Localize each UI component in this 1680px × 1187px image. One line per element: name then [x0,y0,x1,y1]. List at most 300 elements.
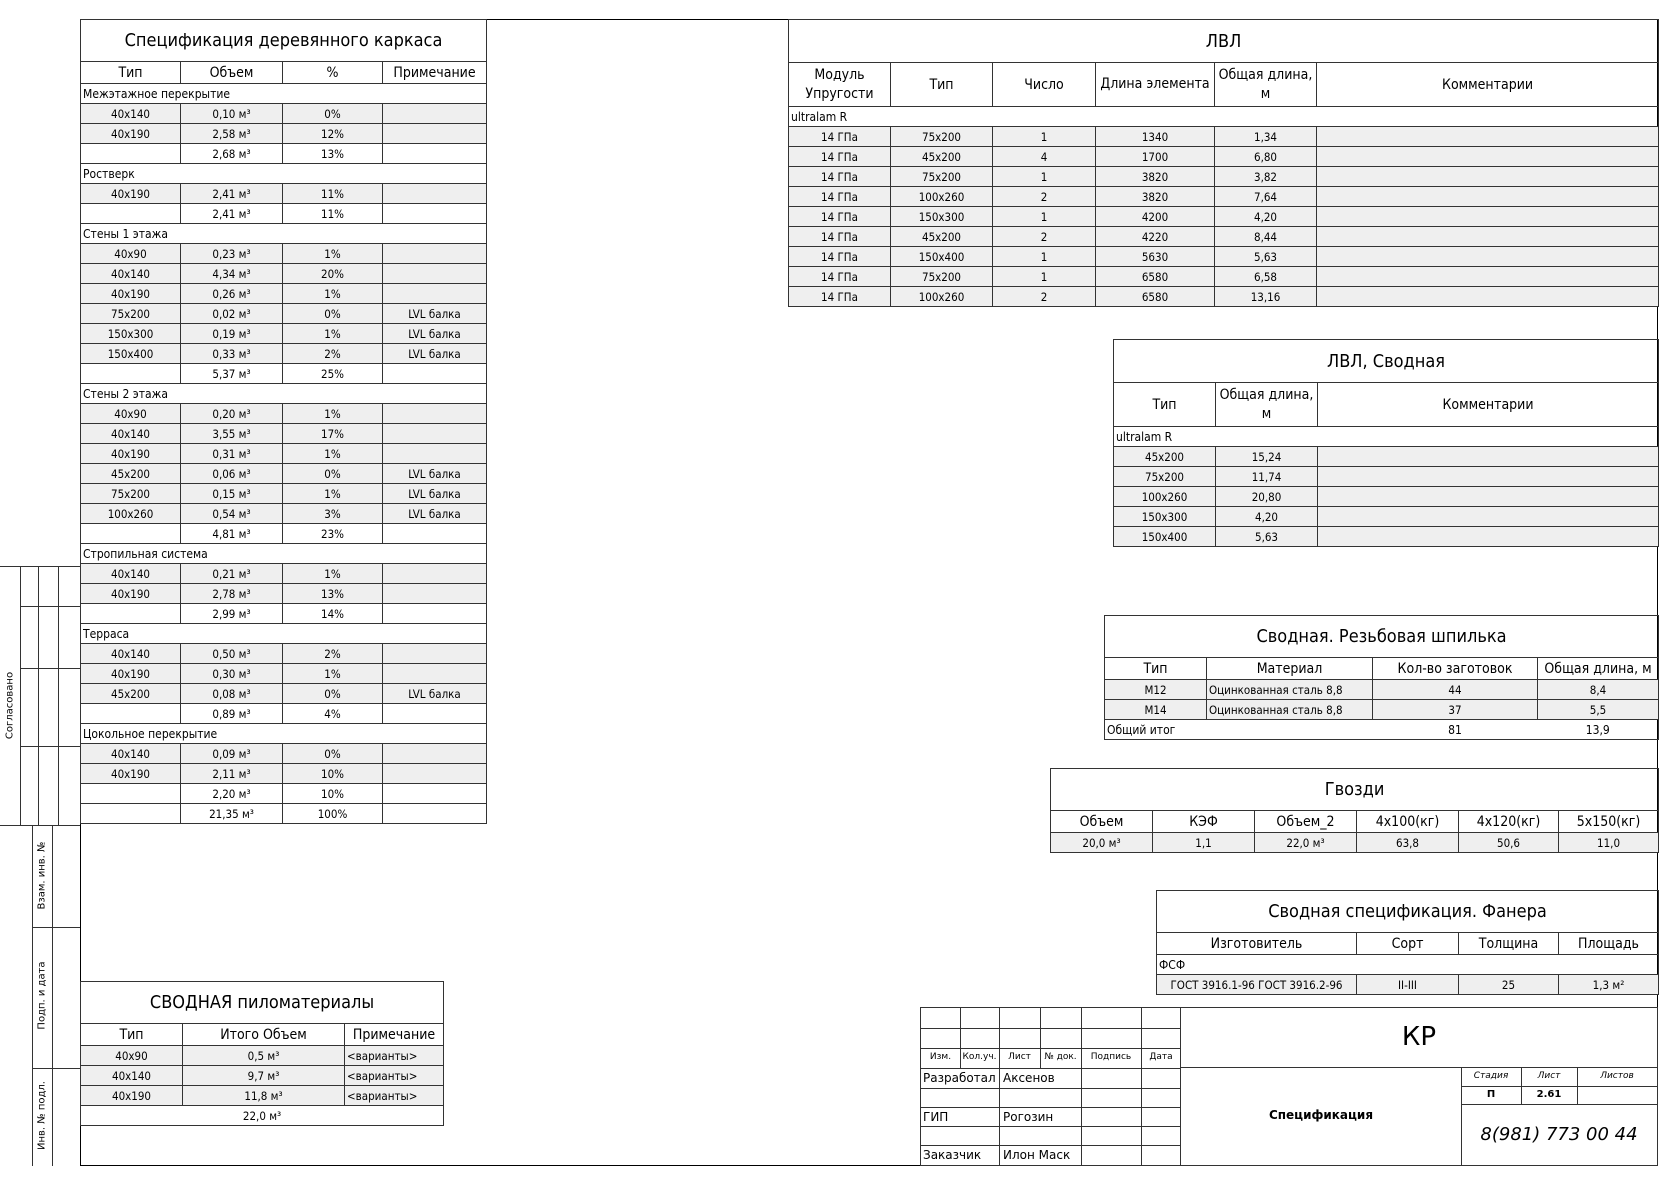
cell [383,424,487,444]
cell: 14 ГПа [789,127,891,147]
lvl-table-title: ЛВЛ [789,20,1659,63]
cell: LVL балка [383,484,487,504]
cell: 0,23 м³ [181,244,283,264]
section-label: Межэтажное перекрытие [81,84,487,104]
cell: 45х200 [81,464,181,484]
document-name: Спецификация [1268,1108,1374,1122]
cell: 11,8 м³ [183,1086,345,1106]
table-row [81,104,487,124]
cell: 44 [1373,680,1538,700]
cell: 40х190 [81,664,181,684]
cell: 13% [283,144,383,164]
sheet-value: 2.61 [1536,1089,1562,1100]
table-row [81,184,487,204]
stamp-col-label: Подпись [1090,1052,1132,1062]
col-header: Объем [181,62,283,84]
cell: 40х90 [81,404,181,424]
col-header: Общая длина, м [1538,658,1659,680]
table-row [81,264,487,284]
cell: LVL балка [383,304,487,324]
cell [1318,527,1659,547]
subtotal-row [81,144,487,164]
cell: 1% [283,484,383,504]
subtotal-row [81,784,487,804]
section-row [81,724,487,744]
stamp-role: Заказчик [923,1148,982,1162]
col-header: % [283,62,383,84]
cell [383,764,487,784]
cell [1318,467,1659,487]
cell [1317,287,1659,307]
cell: 1% [283,324,383,344]
cell: 40х140 [81,564,181,584]
cell [1317,167,1659,187]
cell [383,524,487,544]
cell: 1% [283,284,383,304]
cell [81,204,181,224]
plywood-title: Сводная спецификация. Фанера [1157,891,1659,933]
cell: 4% [283,704,383,724]
cell: 40х190 [81,584,181,604]
table-row [1114,447,1659,467]
table-row [81,124,487,144]
cell: 22,0 м³ [1255,833,1357,853]
section-row [81,164,487,184]
cell: 1,1 [1153,833,1255,853]
cell: 40х140 [81,1066,183,1086]
group-label: ultralam R [789,107,1659,127]
cell: LVL балка [383,504,487,524]
cell: 0,89 м³ [181,704,283,724]
cell: 14 ГПа [789,267,891,287]
col-header: Общая длина, м [1215,63,1317,107]
lvl-table [788,19,1659,307]
cell: 5630 [1096,247,1215,267]
cell: 3820 [1096,167,1215,187]
total-cell: 22,0 м³ [81,1106,444,1126]
cell: 0,06 м³ [181,464,283,484]
cell: <варианты> [345,1046,444,1066]
cell: 0,19 м³ [181,324,283,344]
cell: 0,54 м³ [181,504,283,524]
stamp-person: Рогозин [1003,1110,1054,1124]
table-row [789,167,1659,187]
inv-vzam-label: Взам. инв. № [36,841,48,910]
cell: 10% [283,784,383,804]
cell: 0% [283,744,383,764]
cell: 7,64 [1215,187,1317,207]
cell: 50,6 [1459,833,1559,853]
cell: 4 [993,147,1096,167]
cell: 8,44 [1215,227,1317,247]
cell [383,604,487,624]
cell [383,784,487,804]
stage-value: П [1486,1089,1496,1100]
table-row [81,444,487,464]
group-label: ФСФ [1157,955,1659,975]
subtotal-row [81,604,487,624]
col-header: Комментарии [1318,383,1659,427]
cell: 15,24 [1216,447,1318,467]
cell: 0% [283,464,383,484]
cell: 20,0 м³ [1051,833,1153,853]
nails-title: Гвозди [1051,769,1659,811]
cell: 1,34 [1215,127,1317,147]
table-row [789,207,1659,227]
section-label: Стропильная система [81,544,487,564]
cell [383,124,487,144]
table-row [81,484,487,504]
cell: 1 [993,167,1096,187]
cell: 12% [283,124,383,144]
cell: 8,4 [1538,680,1659,700]
contact-phone: 8(981) 773 00 44 [1480,1124,1638,1145]
cell: 1% [283,664,383,684]
cell: 40х190 [81,184,181,204]
table-row [81,1046,444,1066]
cell: 3820 [1096,187,1215,207]
col-header: Кол-во заготовок [1373,658,1538,680]
cell: 1% [283,444,383,464]
cell: 150х300 [1114,507,1216,527]
cell: 45х200 [81,684,181,704]
cell: 13,9 [1538,720,1659,740]
cell [81,524,181,544]
section-row [81,84,487,104]
col-header: 5х150(кг) [1559,811,1659,833]
cell: 14 ГПа [789,287,891,307]
table-row [81,404,487,424]
cell: 75х200 [891,127,993,147]
sign-date-label: Подп. и дата [36,961,48,1030]
subtotal-row [81,364,487,384]
table-row [81,684,487,704]
table-row [81,584,487,604]
col-header: Тип [891,63,993,107]
cell: 0,21 м³ [181,564,283,584]
stamp-col-label: Дата [1149,1052,1173,1062]
cell: 14% [283,604,383,624]
lvl-summary-body [1114,447,1659,547]
cell: 40х140 [81,104,181,124]
cell: 5,63 [1216,527,1318,547]
table-row [789,127,1659,147]
section-label: Стены 2 этажа [81,384,487,404]
stamp-role: ГИП [923,1110,949,1124]
cell: 0,26 м³ [181,284,283,304]
cell: 14 ГПа [789,207,891,227]
cell: 5,37 м³ [181,364,283,384]
subtotal-row [81,804,487,824]
cell: 150х300 [891,207,993,227]
table-row [789,187,1659,207]
cell [383,404,487,424]
table-row [1105,700,1659,720]
section-label: Ростверк [81,164,487,184]
cell [383,704,487,724]
table-row [789,267,1659,287]
cell: 63,8 [1357,833,1459,853]
table-row [1114,487,1659,507]
cell [1318,507,1659,527]
col-header: Толщина [1459,933,1559,955]
cell: 3,82 [1215,167,1317,187]
stage-label: Стадия [1473,1071,1509,1081]
total-row [1105,720,1659,740]
cell: 75х200 [81,484,181,504]
col-header: Модуль Упругости [789,63,891,107]
table-row [1105,680,1659,700]
cell: 6,80 [1215,147,1317,167]
cell: 11% [283,204,383,224]
section-label: Терраса [81,624,487,644]
section-row [81,544,487,564]
cell: 0,09 м³ [181,744,283,764]
cell: 100х260 [891,187,993,207]
cell: 1 [993,127,1096,147]
cell [81,144,181,164]
cell: Оцинкованная сталь 8,8 [1207,700,1373,720]
cell: 100х260 [891,287,993,307]
cell: 40х190 [81,1086,183,1106]
cell: II-III [1357,975,1459,995]
cell: 4,20 [1216,507,1318,527]
cell [1318,447,1659,467]
cell: 2,41 м³ [181,204,283,224]
cell: 45х200 [891,147,993,167]
cell: 100х260 [81,504,181,524]
cell: 2% [283,344,383,364]
cell: 2,78 м³ [181,584,283,604]
cell [81,704,181,724]
table-row [81,764,487,784]
cell [383,104,487,124]
cell: 75х200 [1114,467,1216,487]
table-row [81,464,487,484]
col-header: Примечание [383,62,487,84]
cell: <варианты> [345,1066,444,1086]
nails-table [1050,768,1659,853]
threaded-rod-title: Сводная. Резьбовая шпилька [1105,616,1659,658]
inv-orig-label: Инв. № подл. [36,1081,48,1150]
cell: Общий итог [1105,720,1207,740]
cell: 0,30 м³ [181,664,283,684]
table-row [81,344,487,364]
cell: 81 [1373,720,1538,740]
col-header: Объем [1051,811,1153,833]
cell: 25 [1459,975,1559,995]
lumber-summary-table [80,981,444,1126]
cell: 100х260 [1114,487,1216,507]
cell [1317,207,1659,227]
cell: LVL балка [383,344,487,364]
cell [383,444,487,464]
cell [383,364,487,384]
cell [383,184,487,204]
table-row [81,1066,444,1086]
cell [1317,267,1659,287]
col-header: Тип [81,1024,183,1046]
stamp-person: Илон Маск [1003,1148,1071,1162]
table-row [81,564,487,584]
cell [383,244,487,264]
cell: 40х190 [81,444,181,464]
project-code: КР [1401,1022,1437,1052]
cell [383,564,487,584]
cell: 1% [283,564,383,584]
cell: 150х400 [891,247,993,267]
cell: 4220 [1096,227,1215,247]
agreed-label: Согласовано [4,671,16,740]
cell: 150х300 [81,324,181,344]
cell: 0,5 м³ [183,1046,345,1066]
col-header: Примечание [345,1024,444,1046]
table-row [81,324,487,344]
cell [81,804,181,824]
cell: 40х190 [81,284,181,304]
lvl-table-body [789,127,1659,307]
table-row [81,1086,444,1106]
section-row [81,224,487,244]
cell: 40х140 [81,644,181,664]
cell: LVL балка [383,464,487,484]
cell: 21,35 м³ [181,804,283,824]
cell: 3,55 м³ [181,424,283,444]
cell: 0,31 м³ [181,444,283,464]
cell: <варианты> [345,1086,444,1106]
cell: 13,16 [1215,287,1317,307]
col-header: Комментарии [1317,63,1659,107]
col-header: Изготовитель [1157,933,1357,955]
cell: 11% [283,184,383,204]
cell [1317,247,1659,267]
col-header: Сорт [1357,933,1459,955]
cell [1317,227,1659,247]
col-header: Итого Объем [183,1024,345,1046]
cell: LVL балка [383,324,487,344]
cell: 40х140 [81,424,181,444]
cell: LVL балка [383,684,487,704]
wood-table-title: Спецификация деревянного каркаса [81,20,487,62]
cell: 11,0 [1559,833,1659,853]
section-row [81,384,487,404]
cell [383,144,487,164]
cell: 23% [283,524,383,544]
lumber-table-title: СВОДНАЯ пиломатериалы [81,982,444,1024]
cell: 20,80 [1216,487,1318,507]
table-row [1114,467,1659,487]
cell: 14 ГПа [789,147,891,167]
cell: 40х140 [81,744,181,764]
cell: 2 [993,287,1096,307]
cell: 6580 [1096,287,1215,307]
table-row [81,644,487,664]
col-header: Тип [81,62,181,84]
cell: 0% [283,104,383,124]
subtotal-row [81,524,487,544]
table-row [1114,507,1659,527]
cell: 5,5 [1538,700,1659,720]
cell: 5,63 [1215,247,1317,267]
table-row [1157,975,1659,995]
cell [383,804,487,824]
cell [383,584,487,604]
cell: 25% [283,364,383,384]
subtotal-row [81,204,487,224]
cell: 1700 [1096,147,1215,167]
cell: 75х200 [81,304,181,324]
cell: 2,20 м³ [181,784,283,804]
cell: 3% [283,504,383,524]
col-header: 4х100(кг) [1357,811,1459,833]
cell [81,784,181,804]
group-label: ultralam R [1114,427,1659,447]
stamp-col-label: Изм. [929,1052,952,1062]
col-header: Тип [1114,383,1216,427]
cell: 9,7 м³ [183,1066,345,1086]
cell: 14 ГПа [789,187,891,207]
threaded-rod-table [1104,615,1659,740]
cell [1207,720,1373,740]
col-header: Тип [1105,658,1207,680]
table-row [1051,833,1659,853]
cell: 0,02 м³ [181,304,283,324]
cell: 1 [993,207,1096,227]
section-label: Цокольное перекрытие [81,724,487,744]
table-row [81,284,487,304]
cell: 40х90 [81,1046,183,1066]
cell: 40х140 [81,264,181,284]
cell: 75х200 [891,267,993,287]
cell [383,204,487,224]
cell: 14 ГПа [789,247,891,267]
cell [1317,187,1659,207]
cell: 0,33 м³ [181,344,283,364]
col-header: Число [993,63,1096,107]
cell [1317,127,1659,147]
section-label: Стены 1 этажа [81,224,487,244]
stamp-col-label: № док. [1044,1052,1077,1062]
plywood-table [1156,890,1659,995]
cell: ГОСТ 3916.1-96 ГОСТ 3916.2-96 [1157,975,1357,995]
cell: 1 [993,247,1096,267]
cell: 14 ГПа [789,167,891,187]
stamp-person: Аксенов [1003,1071,1055,1085]
sheet-label: Лист [1537,1071,1561,1081]
total-row [81,1106,444,1126]
table-row [81,744,487,764]
col-header: КЭФ [1153,811,1255,833]
wood-table-body [81,84,487,824]
cell: 45х200 [1114,447,1216,467]
cell: 0% [283,304,383,324]
cell [383,284,487,304]
cell: 100% [283,804,383,824]
cell [383,264,487,284]
table-row [81,244,487,264]
cell: 2,41 м³ [181,184,283,204]
col-header: Материал [1207,658,1373,680]
cell: 17% [283,424,383,444]
cell: 6,58 [1215,267,1317,287]
wood-frame-spec-table [80,19,487,824]
cell: 2 [993,187,1096,207]
cell: 1340 [1096,127,1215,147]
cell: 0,20 м³ [181,404,283,424]
cell [1318,487,1659,507]
cell: 10% [283,764,383,784]
subtotal-row [81,704,487,724]
